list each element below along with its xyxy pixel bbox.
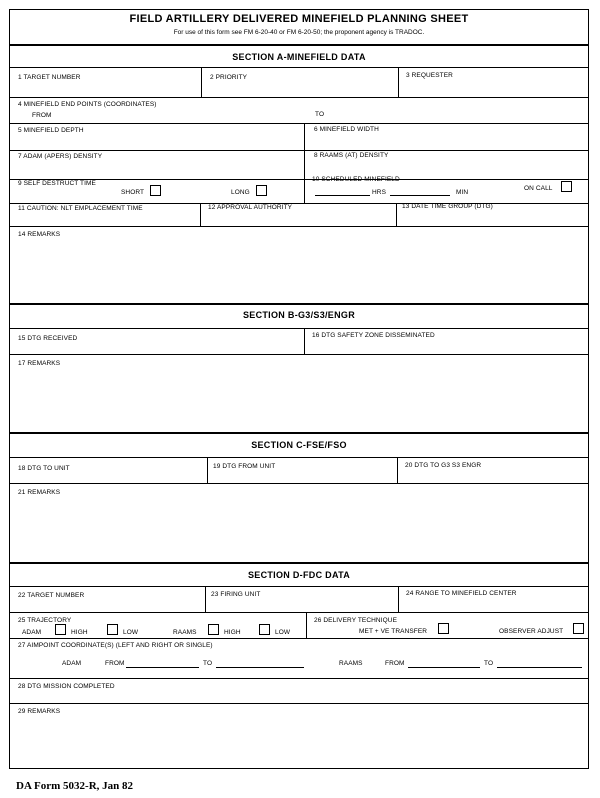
trajectory-raams-label: RAAMS — [173, 629, 197, 636]
adam-low-checkbox[interactable] — [107, 624, 118, 635]
raams-to-label: TO — [484, 660, 494, 667]
dtg-mission-completed-label: 28 DTG MISSION COMPLETED — [18, 683, 115, 690]
aimpoint-adam-label: ADAM — [62, 660, 82, 667]
form-subtitle: For use of this form see FM 6-20-40 or FM 6-20-50; the proponent agency is TRADOC. — [173, 29, 425, 36]
section-b-remarks-label: 17 REMARKS — [18, 360, 61, 367]
date-time-group-label: 13 DATE TIME GROUP (DTG) — [402, 203, 493, 210]
raams-low-checkbox[interactable] — [259, 624, 270, 635]
priority-label: 2 PRIORITY — [210, 74, 248, 81]
scheduled-hrs-field[interactable] — [315, 195, 370, 196]
observer-adjust-checkbox[interactable] — [573, 623, 584, 634]
section-d-remarks-field[interactable] — [10, 716, 586, 766]
range-to-center-label: 24 RANGE TO MINEFIELD CENTER — [406, 590, 517, 597]
dtg-from-unit-label: 19 DTG FROM UNIT — [213, 463, 276, 470]
trajectory-adam-label: ADAM — [22, 629, 42, 636]
met-ve-transfer-checkbox[interactable] — [438, 623, 449, 634]
aimpoint-label: 27 AIMPOINT COORDINATE(S) (LEFT AND RIGHT OR SINGLE) — [18, 642, 213, 649]
short-label: SHORT — [121, 189, 145, 196]
raams-to-field[interactable] — [497, 667, 582, 668]
approval-authority-label: 12 APPROVAL AUTHORITY — [208, 204, 293, 211]
dtg-received-label: 15 DTG RECEIVED — [18, 335, 78, 342]
adam-from-label: FROM — [105, 660, 125, 667]
end-points-label: 4 MINEFIELD END POINTS (COORDINATES) — [18, 101, 157, 108]
aimpoint-raams-label: RAAMS — [339, 660, 363, 667]
scheduled-min-field[interactable] — [390, 195, 450, 196]
adam-density-label: 7 ADAM (APERS) DENSITY — [18, 153, 103, 160]
section-a-heading: SECTION A-MINEFIELD DATA — [232, 52, 366, 62]
on-call-label: ON CALL — [524, 185, 553, 192]
short-checkbox[interactable] — [150, 185, 161, 196]
adam-low-label: LOW — [123, 629, 139, 636]
dtg-to-g3-label: 20 DTG TO G3 S3 ENGR — [405, 462, 482, 469]
section-b-heading: SECTION B-G3/S3/ENGR — [242, 310, 356, 320]
dtg-to-unit-label: 18 DTG TO UNIT — [18, 465, 70, 472]
minefield-width-label: 6 MINEFIELD WIDTH — [314, 126, 379, 133]
caution-label: 11 CAUTION: NLT EMPLACEMENT TIME — [18, 205, 143, 212]
trajectory-label: 25 TRAJECTORY — [18, 617, 72, 624]
section-b-remarks-field[interactable] — [10, 366, 586, 430]
long-checkbox[interactable] — [256, 185, 267, 196]
form-title: FIELD ARTILLERY DELIVERED MINEFIELD PLANNING SHEET — [129, 13, 469, 25]
long-label: LONG — [231, 189, 250, 196]
raams-high-label: HIGH — [224, 629, 241, 636]
requester-label: 3 REQUESTER — [406, 72, 453, 79]
min-label: MIN — [456, 189, 469, 196]
observer-adjust-label: OBSERVER ADJUST — [499, 628, 564, 635]
section-c-heading: SECTION C-FSE/FSO — [251, 440, 347, 450]
met-ve-transfer-label: MET + VE TRANSFER — [359, 628, 428, 635]
section-a-remarks-field[interactable] — [10, 236, 586, 302]
end-points-from-label: FROM — [32, 112, 52, 119]
adam-from-field[interactable] — [126, 667, 199, 668]
delivery-technique-label: 26 DELIVERY TECHNIQUE — [314, 617, 398, 624]
scheduled-minefield-label: 10 SCHEDULED MINEFIELD — [312, 176, 400, 183]
self-destruct-label: 9 SELF DESTRUCT TIME — [18, 180, 96, 187]
section-d-remarks-label: 29 REMARKS — [18, 708, 61, 715]
raams-from-label: FROM — [385, 660, 405, 667]
fdc-target-number-label: 22 TARGET NUMBER — [18, 592, 85, 599]
minefield-depth-label: 5 MINEFIELD DEPTH — [18, 127, 84, 134]
raams-low-label: LOW — [275, 629, 291, 636]
adam-to-field[interactable] — [216, 667, 304, 668]
raams-high-checkbox[interactable] — [208, 624, 219, 635]
firing-unit-label: 23 FIRING UNIT — [211, 591, 261, 598]
section-c-remarks-field[interactable] — [10, 496, 586, 560]
hrs-label: HRS — [372, 189, 387, 196]
target-number-label: 1 TARGET NUMBER — [18, 74, 81, 81]
section-d-heading: SECTION D-FDC DATA — [247, 570, 351, 580]
on-call-checkbox[interactable] — [561, 181, 572, 192]
form-number: DA Form 5032-R, Jan 82 — [16, 780, 134, 792]
section-a-remarks-label: 14 REMARKS — [18, 231, 61, 238]
adam-high-checkbox[interactable] — [55, 624, 66, 635]
adam-to-label: TO — [203, 660, 213, 667]
end-points-to-label: TO — [315, 111, 325, 118]
planning-sheet-form — [9, 9, 589, 769]
raams-from-field[interactable] — [408, 667, 480, 668]
raams-density-label: 8 RAAMS (AT) DENSITY — [314, 152, 389, 159]
section-c-remarks-label: 21 REMARKS — [18, 489, 61, 496]
dtg-safety-zone-label: 16 DTG SAFETY ZONE DISSEMINATED — [312, 332, 435, 339]
adam-high-label: HIGH — [71, 629, 88, 636]
